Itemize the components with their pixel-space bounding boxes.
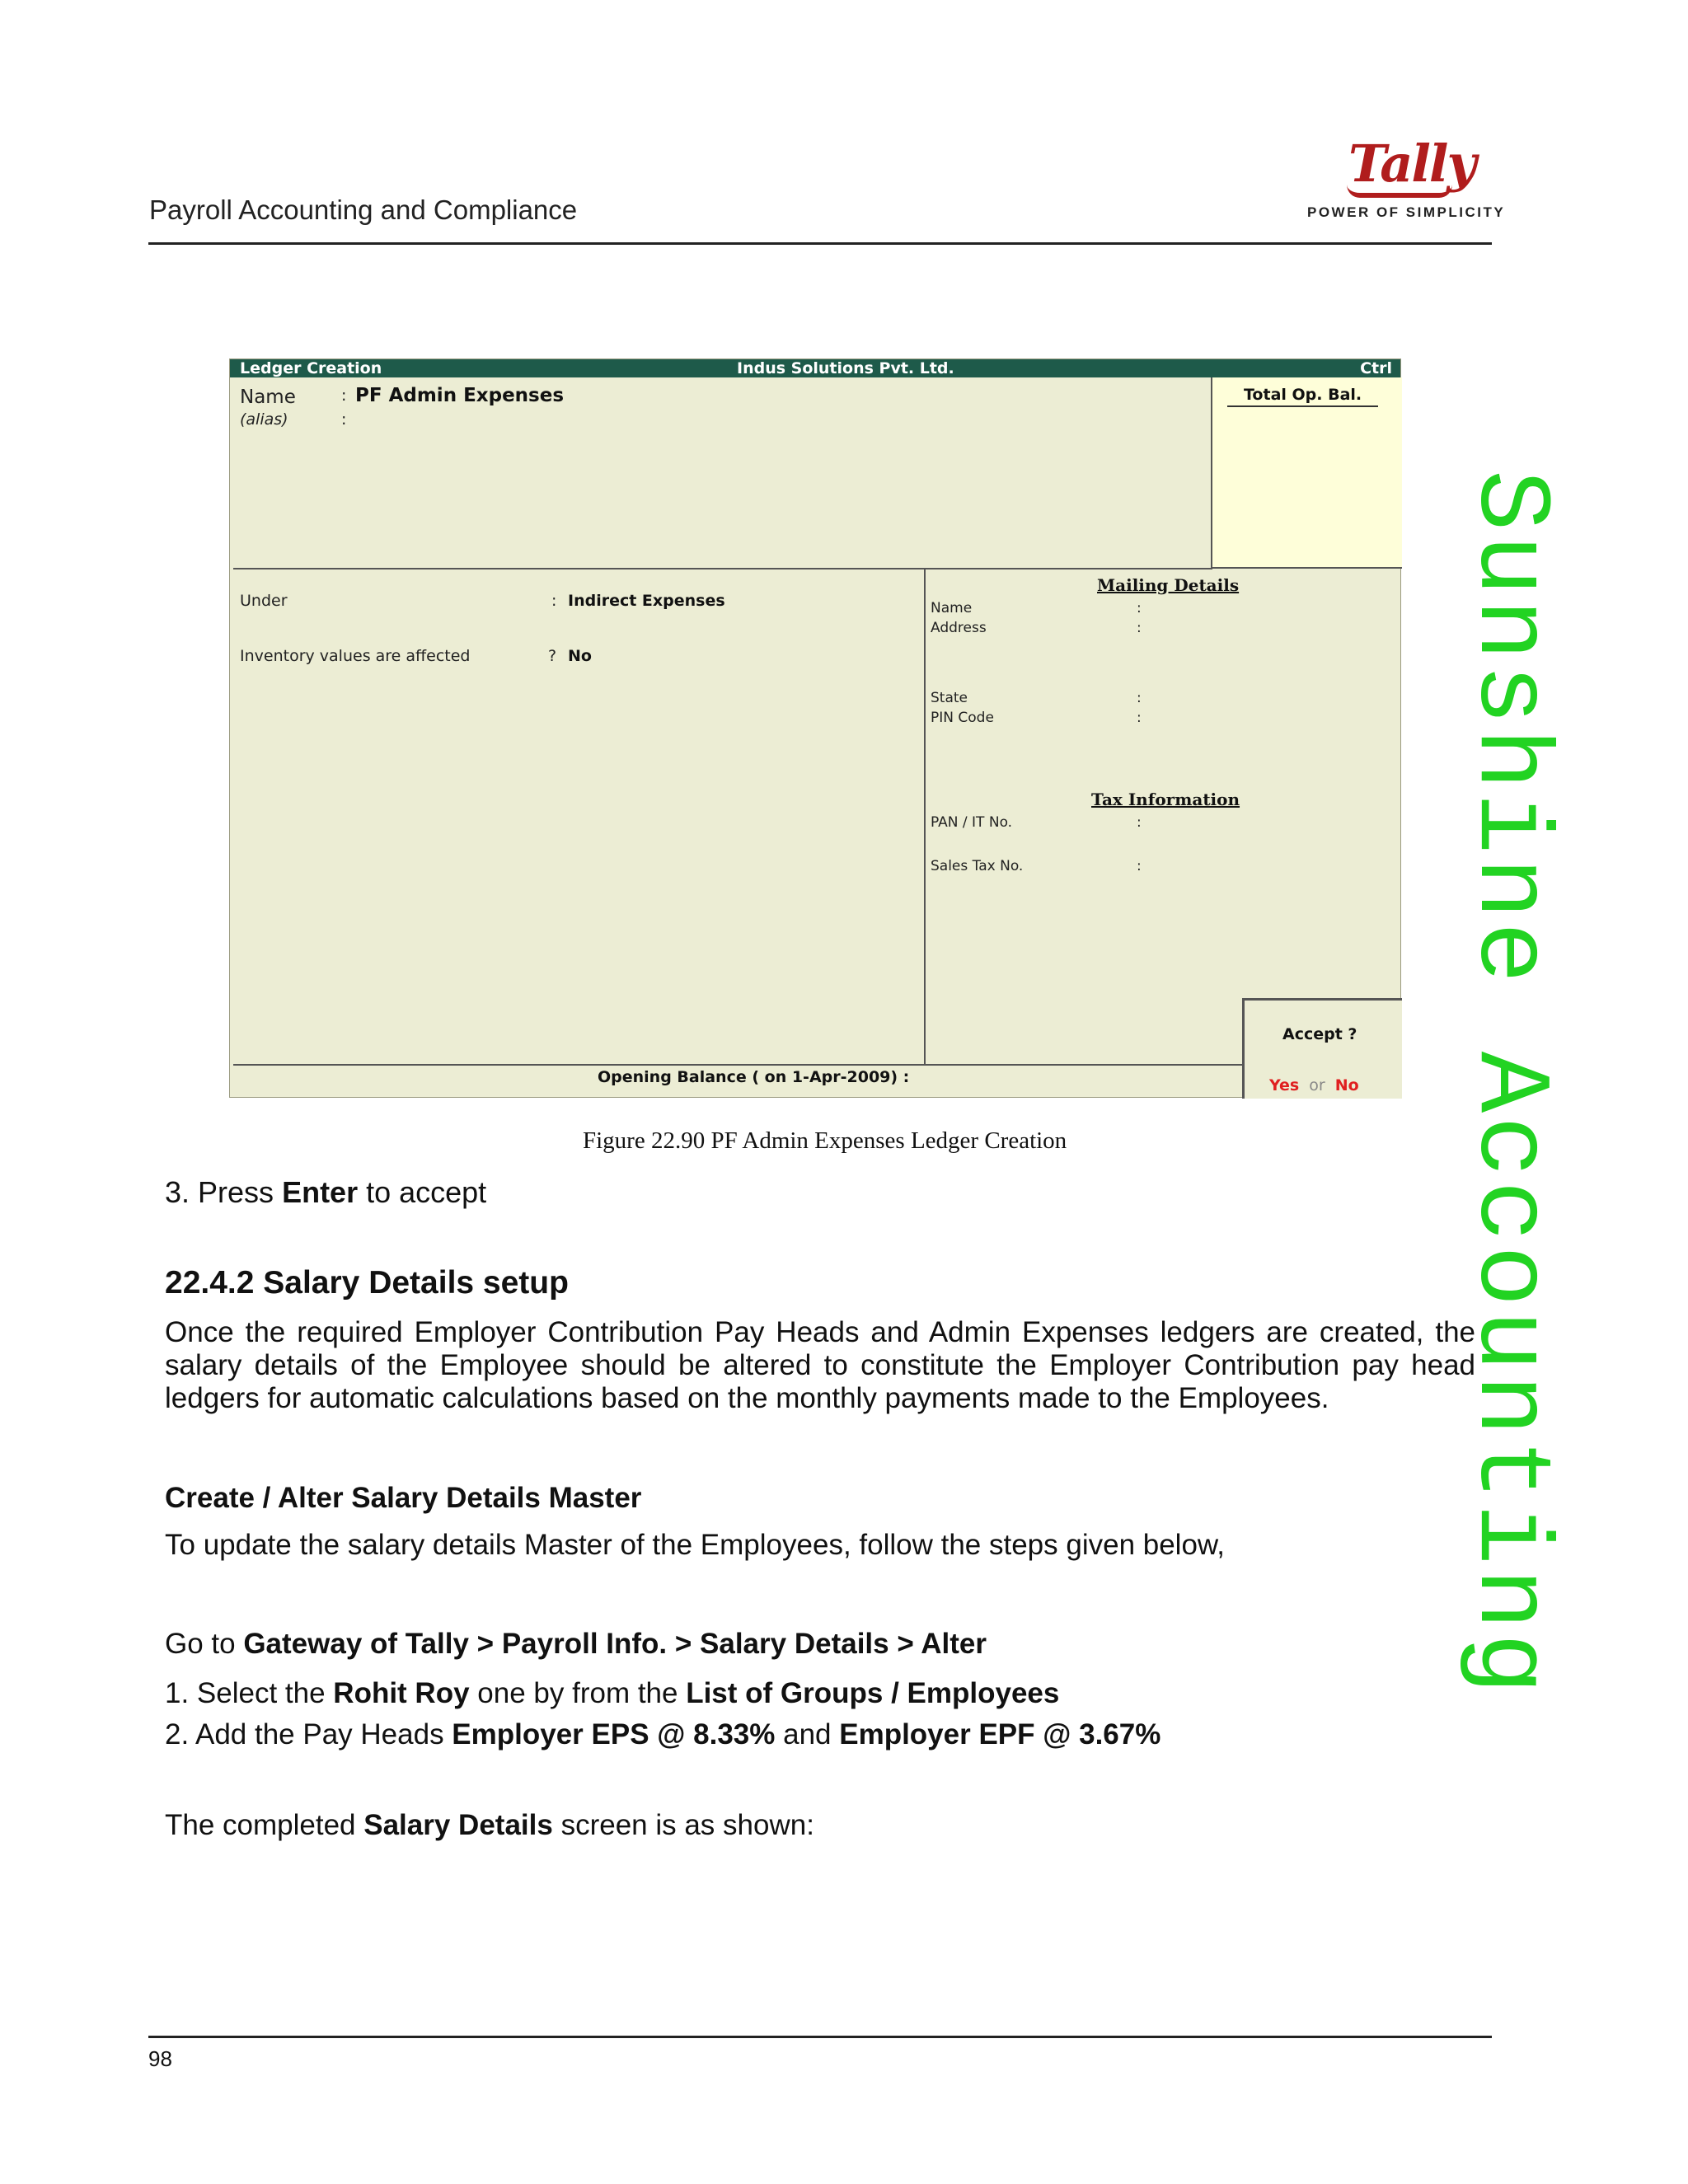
tally-ledger-creation-screen — [229, 359, 1401, 1098]
goto-path — [165, 1628, 987, 1661]
completed-suffix: screen is as shown: — [552, 1809, 814, 1841]
step-2-prefix: 2. Add the Pay Heads — [165, 1718, 452, 1750]
tally-logo-word: Tally — [1348, 134, 1475, 194]
tally-logo-swoosh — [1347, 185, 1452, 198]
mailing-address-label: Address — [931, 620, 987, 636]
sales-tax-colon: : — [1137, 858, 1142, 874]
step-1-list: List of Groups / Employees — [686, 1677, 1060, 1709]
divider-vertical — [924, 569, 926, 1065]
total-op-bal-panel — [1211, 377, 1402, 569]
screen-title-left: Ledger Creation — [240, 359, 382, 377]
alias-colon: : — [341, 410, 347, 429]
under-colon: : — [551, 592, 557, 610]
alias-label: (alias) — [240, 410, 288, 429]
sales-tax-label: Sales Tax No. — [931, 858, 1024, 874]
total-op-bal-heading: Total Op. Bal. — [1227, 386, 1378, 407]
step-1-prefix: 1. Select the — [165, 1677, 334, 1709]
step-1 — [165, 1677, 1059, 1710]
completed-statement — [165, 1809, 814, 1842]
update-instructions: To update the salary details Master of the Employees, follow the steps given below, — [165, 1529, 1225, 1561]
under-group-field[interactable]: Indirect Expenses — [568, 592, 725, 610]
step-3-suffix: to accept — [358, 1175, 487, 1209]
step-3-bold: Enter — [282, 1175, 359, 1209]
header-divider — [148, 242, 1492, 245]
goto-prefix: Go to — [165, 1628, 244, 1660]
step-3-prefix: 3. Press — [165, 1175, 283, 1209]
goto-menu-path: Gateway of Tally > Payroll Info. > Salary Details > Alter — [243, 1628, 987, 1660]
inventory-question-mark: ? — [548, 647, 557, 665]
name-colon: : — [341, 387, 347, 405]
inventory-label: Inventory values are affected — [240, 647, 471, 665]
step-1-employee: Rohit Roy — [333, 1677, 470, 1709]
step-2-epf: Employer EPF @ 3.67% — [839, 1718, 1161, 1750]
pan-colon: : — [1137, 814, 1142, 831]
watermark: Sunshine Accounting — [1451, 470, 1566, 1698]
intro-paragraph: Once the required Employer Contribution Pay Heads and Admin Expenses ledgers are created, the salary details of the Employee should be altered to constitute the Employer Contribution pay head ledgers for automatic calculations based on the monthly payments made to the Employees. — [165, 1316, 1475, 1414]
mailing-address-colon: : — [1137, 620, 1142, 636]
screen-title-bar — [230, 359, 1400, 377]
mailing-details-heading: Mailing Details — [1097, 575, 1240, 595]
name-label: Name — [240, 387, 296, 408]
tally-logo — [1307, 134, 1506, 221]
figure-caption: Figure 22.90 PF Admin Expenses Ledger Creation — [583, 1127, 1067, 1154]
mailing-state-colon: : — [1137, 690, 1142, 706]
footer-divider — [148, 2036, 1492, 2038]
opening-balance-label: Opening Balance ( on 1-Apr-2009) : — [598, 1068, 910, 1086]
accept-or: or — [1309, 1076, 1325, 1094]
step-3 — [165, 1175, 486, 1210]
inventory-affected-field[interactable]: No — [568, 647, 592, 665]
ledger-name-field[interactable]: PF Admin Expenses — [355, 385, 565, 406]
divider-bottom — [233, 1064, 1249, 1066]
completed-prefix: The completed — [165, 1809, 364, 1841]
screen-title-ctrl: Ctrl — [1360, 359, 1392, 377]
tax-information-heading: Tax Information — [1091, 790, 1240, 809]
mailing-name-colon: : — [1137, 600, 1142, 616]
step-2-mid: and — [775, 1718, 840, 1750]
step-1-mid: one by from the — [469, 1677, 687, 1709]
sub-heading: Create / Alter Salary Details Master — [165, 1482, 642, 1514]
mailing-pin-label: PIN Code — [931, 710, 994, 726]
step-2-eps: Employer EPS @ 8.33% — [452, 1718, 776, 1750]
section-heading: 22.4.2 Salary Details setup — [165, 1265, 569, 1301]
screen-company-name: Indus Solutions Pvt. Ltd. — [737, 359, 954, 377]
mailing-name-label: Name — [931, 600, 973, 616]
pan-label: PAN / IT No. — [931, 814, 1013, 831]
page-number: 98 — [148, 2046, 172, 2071]
accept-options — [1269, 1076, 1359, 1094]
tally-logo-tagline: POWER OF SIMPLICITY — [1307, 204, 1506, 220]
accept-dialog — [1242, 998, 1402, 1099]
accept-no-option[interactable]: No — [1334, 1076, 1359, 1094]
divider-horizontal — [233, 568, 1212, 569]
mailing-state-label: State — [931, 690, 968, 706]
step-2 — [165, 1718, 1160, 1751]
accept-yes-option[interactable]: Yes — [1269, 1076, 1300, 1094]
running-header-title: Payroll Accounting and Compliance — [149, 194, 578, 225]
under-label: Under — [240, 592, 288, 610]
completed-bold: Salary Details — [363, 1809, 553, 1841]
mailing-pin-colon: : — [1137, 710, 1142, 726]
accept-prompt: Accept ? — [1282, 1025, 1357, 1043]
